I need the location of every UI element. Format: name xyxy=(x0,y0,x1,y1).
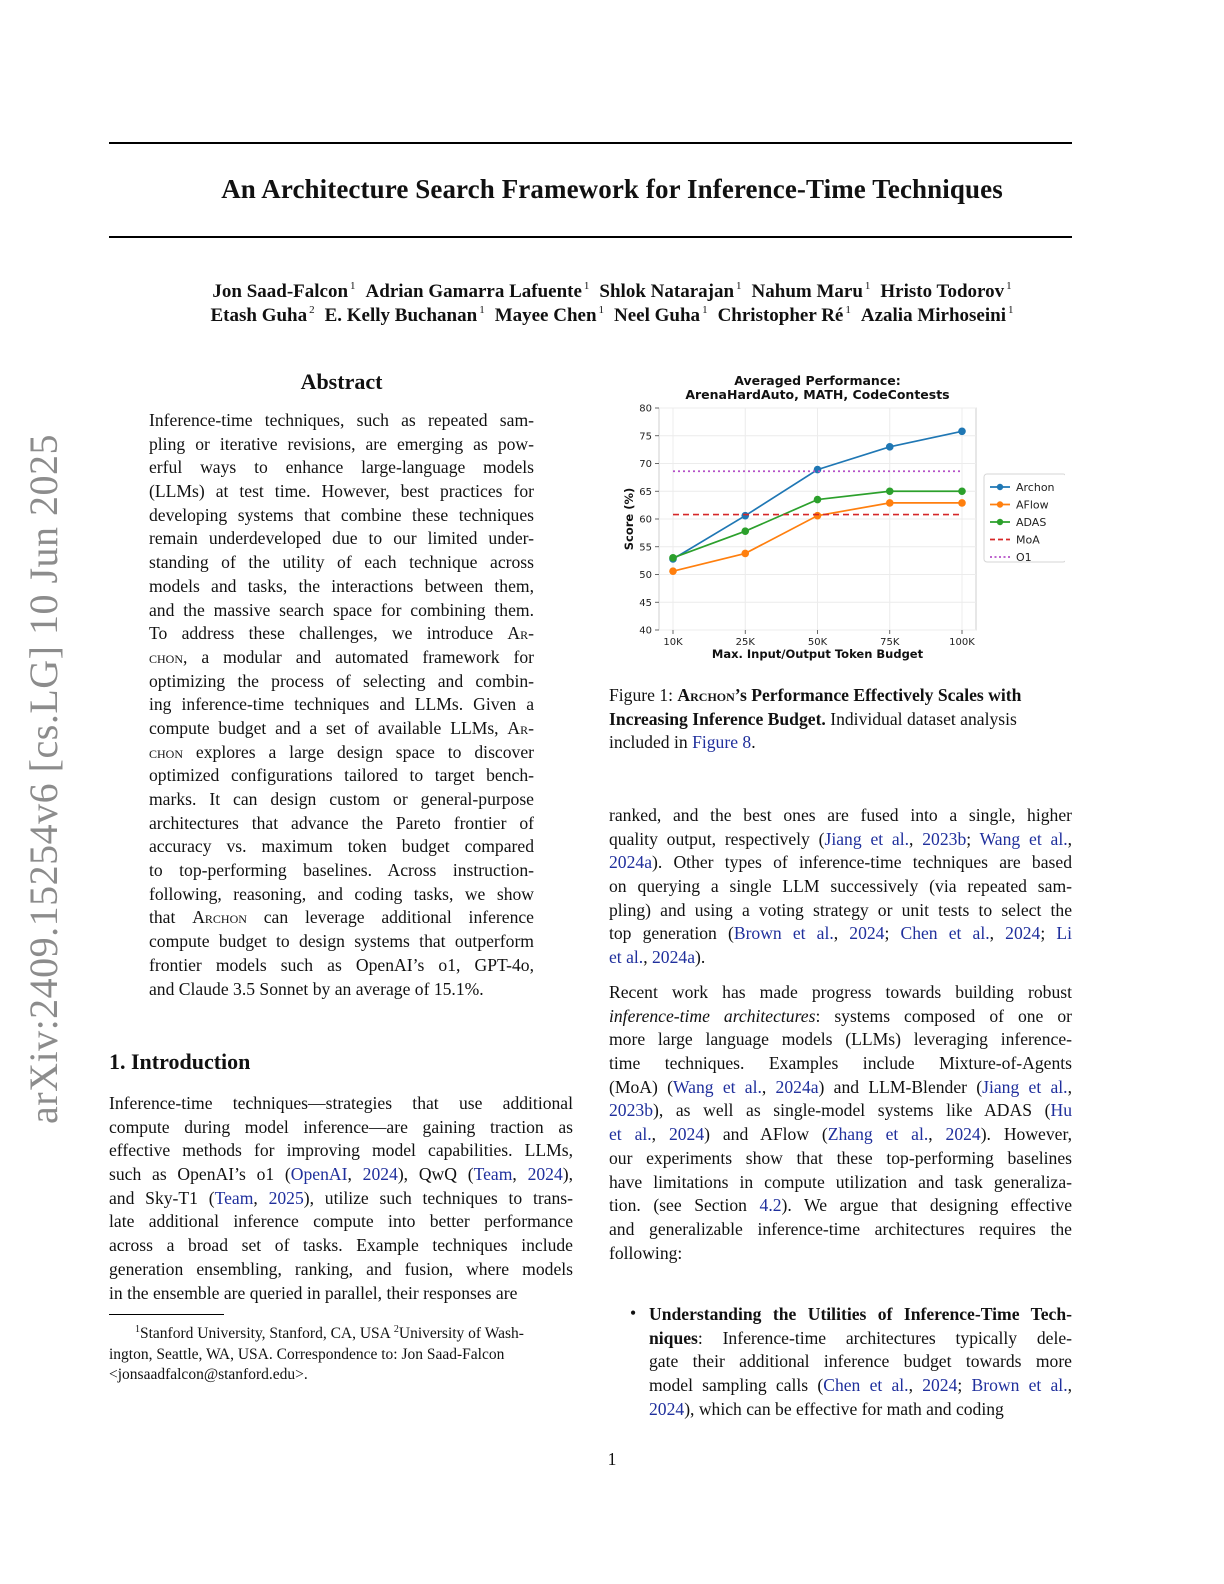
data-point-adas xyxy=(958,487,966,495)
text-line: following: xyxy=(609,1242,683,1263)
caption-text-2: included in xyxy=(609,732,693,753)
text-line: and Sky-T1 (Team, 2025), utilize such techniques to trans- xyxy=(109,1187,574,1208)
author xyxy=(614,305,708,326)
x-axis-label: Max. Input/Output Token Budget xyxy=(711,647,924,661)
text-line: and the massive search space for combining them. xyxy=(149,599,534,620)
text-line: standing of the utility of each technique across xyxy=(149,552,534,573)
author-affiliation-marker: 1 xyxy=(736,280,742,292)
arxiv-identifier: arXiv:2409.15254v6 [cs.LG] 10 Jun 2025 xyxy=(21,433,66,1124)
text-line: et al., 2024a). xyxy=(609,947,706,968)
author-name: Azalia Mirhoseini xyxy=(860,305,1006,326)
legend-marker-adas xyxy=(997,519,1003,525)
author-affiliation-marker: 1 xyxy=(598,304,605,316)
y-tick-label: 45 xyxy=(639,597,652,609)
text-line: and generalizable inference-time architectures requires the xyxy=(609,1218,1072,1239)
text-line: compute during model inference—are gaining traction as xyxy=(109,1116,573,1137)
y-tick-label: 80 xyxy=(639,403,652,415)
legend-label-archon: Archon xyxy=(1016,481,1055,494)
data-point-archon xyxy=(814,466,822,474)
text-line: optimizing the process of selecting and combin- xyxy=(149,670,534,691)
footnote-marker-2: 2 xyxy=(393,1324,399,1335)
text-line: ranked, and the best ones are fused into a single, higher xyxy=(609,805,1072,825)
text-line: frontier models such as OpenAI’s o1, GPT-4o, xyxy=(149,954,534,975)
text-line: architectures that advance the Pareto frontier of xyxy=(149,812,534,833)
page-number: 1 xyxy=(607,1449,617,1469)
text-line: optimized configurations tailored to target bench- xyxy=(149,765,534,786)
y-axis-label: Score (%) xyxy=(622,487,636,551)
text-line: to top-performing baselines. Across instruction- xyxy=(149,860,534,881)
author-name: Hristo Todorov xyxy=(880,281,1005,302)
text-line: following, reasoning, and coding tasks, we show xyxy=(149,883,534,904)
text-line: models and tasks, the interactions between them, xyxy=(149,575,534,596)
author-name: Neel Guha xyxy=(614,305,701,326)
text-line: chon explores a large design space to discover xyxy=(149,741,534,762)
data-point-aflow xyxy=(958,499,966,507)
right-paragraph-2 xyxy=(609,981,1072,1265)
author-affiliation-marker: 1 xyxy=(864,280,871,292)
data-point-archon xyxy=(886,443,894,451)
author-name: Jon Saad-Falcon xyxy=(212,281,349,302)
data-point-aflow xyxy=(886,499,894,507)
author-affiliation-marker: 1 xyxy=(1006,280,1012,292)
abstract-body xyxy=(149,409,534,1001)
data-point-aflow xyxy=(814,512,822,520)
figure-label: Figure 1: xyxy=(609,685,678,705)
data-point-adas xyxy=(886,487,894,495)
text-line: such as OpenAI’s o1 (OpenAI, 2024), QwQ (Team, 2024), xyxy=(109,1164,574,1185)
caption-archon: Archon xyxy=(677,685,735,705)
text-line: gate their additional inference budget towards more xyxy=(649,1351,1072,1372)
author-list-row-2 xyxy=(60,304,1164,327)
data-point-adas xyxy=(814,496,822,504)
text-line: compute budget and a set of available LLMs, Ar- xyxy=(149,717,534,738)
text-line: 2023b), as well as single-model systems like ADAS (Hu xyxy=(609,1100,1072,1121)
author-affiliation-marker: 1 xyxy=(845,304,851,316)
data-point-aflow xyxy=(741,550,749,558)
text-line: top generation (Brown et al., 2024; Chen et al., 2024; Li xyxy=(609,923,1072,944)
x-tick-label: 25K xyxy=(735,637,755,648)
x-tick-label: 75K xyxy=(880,637,900,648)
text-line: Inference-time techniques, such as repeated sam- xyxy=(149,410,534,430)
figure-1-caption xyxy=(609,684,1072,755)
title-bottom-rule xyxy=(109,236,1072,238)
author-affiliation-marker: 2 xyxy=(309,304,315,316)
text-line: more large language models (LLMs) leveraging inference- xyxy=(609,1029,1072,1050)
footnote xyxy=(109,1320,573,1386)
text-line: 2024a). Other types of inference-time techniques are based xyxy=(609,852,1072,873)
title-top-rule xyxy=(109,142,1072,144)
abstract-heading: Abstract xyxy=(300,369,383,394)
author-name: Etash Guha xyxy=(210,305,308,326)
caption-bold-title: ’s Performance Effectively Scales with xyxy=(734,685,1022,705)
text-line: developing systems that combine these techniques xyxy=(149,504,534,525)
author xyxy=(325,305,485,326)
y-tick-label: 60 xyxy=(639,514,652,526)
paper-title: An Architecture Search Framework for Inference-Time Techniques xyxy=(221,174,1003,204)
footnote-email[interactable]: <jonsaadfalcon@stanford.edu>. xyxy=(109,1366,308,1384)
text-line: late additional inference compute into better performance xyxy=(109,1211,573,1232)
x-tick-label: 10K xyxy=(663,637,683,648)
text-line: pling or iterative revisions, are emerging as pow- xyxy=(149,433,534,454)
author xyxy=(366,281,590,302)
figure-8-link[interactable]: Figure 8 xyxy=(692,732,752,753)
x-tick-label: 100K xyxy=(949,637,975,648)
introduction-heading: 1. Introduction xyxy=(109,1049,251,1074)
y-tick-label: 40 xyxy=(639,625,652,637)
author xyxy=(599,281,741,302)
text-line: tion. (see Section 4.2). We argue that designing effective xyxy=(609,1195,1072,1216)
text-line: accuracy vs. maximum token budget compared xyxy=(149,836,534,857)
author-affiliation-marker: 1 xyxy=(350,280,356,292)
author-name: Christopher Ré xyxy=(717,305,844,326)
author-affiliation-marker: 1 xyxy=(479,304,485,316)
text-line: have limitations in compute utilization and task generaliza- xyxy=(609,1171,1072,1192)
text-line: and Claude 3.5 Sonnet by an average of 15.1%. xyxy=(149,978,484,999)
bullet-marker: • xyxy=(630,1303,637,1323)
author xyxy=(752,281,871,302)
caption-period: . xyxy=(751,732,756,753)
legend-label-moa: MoA xyxy=(1016,533,1040,547)
author xyxy=(880,281,1011,302)
chart-title: Averaged Performance: xyxy=(734,373,901,388)
author-name: Nahum Maru xyxy=(751,281,863,302)
bullet-understanding-utilities xyxy=(649,1303,1072,1421)
data-point-archon xyxy=(741,512,749,520)
text-line: time techniques. Examples include Mixture-of-Agents xyxy=(609,1053,1072,1074)
y-tick-label: 65 xyxy=(639,486,652,498)
text-line: niques: Inference-time architectures typically dele- xyxy=(649,1327,1072,1348)
data-point-adas xyxy=(741,527,749,535)
data-point-archon xyxy=(958,428,966,436)
legend-label-aflow: AFlow xyxy=(1016,498,1049,512)
caption-bold-title-2: Increasing Inference Budget. xyxy=(609,708,826,729)
y-tick-label: 50 xyxy=(639,570,652,581)
text-line: Understanding the Utilities of Inference-Time Tech- xyxy=(649,1304,1072,1324)
author xyxy=(861,305,1014,326)
author xyxy=(210,305,314,326)
text-line: on querying a single LLM successively (via repeated sam- xyxy=(609,876,1072,897)
text-line: across a broad set of tasks. Example techniques include xyxy=(109,1235,573,1256)
footnote-correspondence: ington, Seattle, WA, USA. Correspondence to: Jon Saad-Falcon xyxy=(109,1345,505,1363)
author-affiliation-marker: 1 xyxy=(1008,304,1014,316)
text-line: (LLMs) at test time. However, best practices for xyxy=(149,481,534,502)
legend-label-adas: ADAS xyxy=(1016,516,1047,529)
footnote-affiliation-1: Stanford University, Stanford, CA, USA xyxy=(140,1325,394,1343)
footnote-affiliation-2: University of Wash- xyxy=(398,1325,524,1343)
text-line: in the ensemble are queried in parallel, their responses are xyxy=(109,1282,518,1303)
text-line: that Archon can leverage additional inference xyxy=(149,907,534,928)
text-line: Recent work has made progress towards building robust xyxy=(609,982,1072,1002)
legend-label-o1: O1 xyxy=(1016,551,1032,564)
text-line: erful ways to enhance large-language models xyxy=(149,457,534,478)
caption-text: Individual dataset analysis xyxy=(825,708,1017,729)
text-line: remain underdeveloped due to our limited under- xyxy=(149,528,534,549)
text-line: chon, a modular and automated framework for xyxy=(149,646,534,667)
author-affiliation-marker: 1 xyxy=(702,304,708,316)
y-tick-label: 75 xyxy=(639,431,652,443)
author-name: E. Kelly Buchanan xyxy=(324,305,478,326)
data-point-aflow xyxy=(669,567,677,575)
author-name: Mayee Chen xyxy=(494,305,597,326)
text-line: pling) and using a voting strategy or unit tests to select the xyxy=(609,899,1072,920)
text-line: (MoA) (Wang et al., 2024a) and LLM-Blender (Jiang et al., xyxy=(609,1076,1072,1097)
text-line: ing inference-time techniques and LLMs. Given a xyxy=(149,694,534,715)
text-line: inference-time architectures: systems composed of one or xyxy=(609,1005,1072,1026)
author-list-row-1 xyxy=(60,280,1164,303)
text-line: Inference-time techniques—strategies that use additional xyxy=(109,1093,573,1113)
data-point-adas xyxy=(669,554,677,562)
text-line: et al., 2024) and AFlow (Zhang et al., 2024). However, xyxy=(609,1124,1073,1145)
x-tick-label: 50K xyxy=(807,637,828,648)
y-tick-label: 55 xyxy=(639,542,652,554)
footnote-rule xyxy=(109,1314,224,1315)
author-name: Shlok Natarajan xyxy=(599,281,735,302)
author xyxy=(495,305,604,326)
author-name: Adrian Gamarra Lafuente xyxy=(365,281,582,302)
figure-1-chart xyxy=(615,368,1065,668)
right-paragraph-1 xyxy=(609,804,1072,970)
chart-subtitle: ArenaHardAuto, MATH, CodeContests xyxy=(685,387,950,402)
author xyxy=(212,281,355,302)
text-line: model sampling calls (Chen et al., 2024; Brown et al., xyxy=(649,1375,1072,1396)
text-line: our experiments show that these top-performing baselines xyxy=(609,1147,1072,1168)
legend-marker-archon xyxy=(997,484,1003,490)
y-tick-label: 70 xyxy=(639,459,652,470)
text-line: marks. It can design custom or general-purpose xyxy=(149,789,534,809)
text-line: compute budget to design systems that outperform xyxy=(149,931,534,952)
text-line: To address these challenges, we introduce Ar- xyxy=(149,623,534,644)
footnote-marker-1: 1 xyxy=(135,1324,140,1335)
text-line: 2024), which can be effective for math and coding xyxy=(649,1398,1004,1419)
author xyxy=(718,305,851,326)
introduction-body xyxy=(109,1092,573,1305)
legend-marker-aflow xyxy=(997,501,1003,507)
text-line: generation ensembling, ranking, and fusion, where models xyxy=(109,1258,573,1279)
author-affiliation-marker: 1 xyxy=(583,280,590,292)
text-line: quality output, respectively (Jiang et al., 2023b; Wang et al., xyxy=(609,828,1073,849)
text-line: effective methods for improving model capabilities. LLMs, xyxy=(109,1140,573,1161)
